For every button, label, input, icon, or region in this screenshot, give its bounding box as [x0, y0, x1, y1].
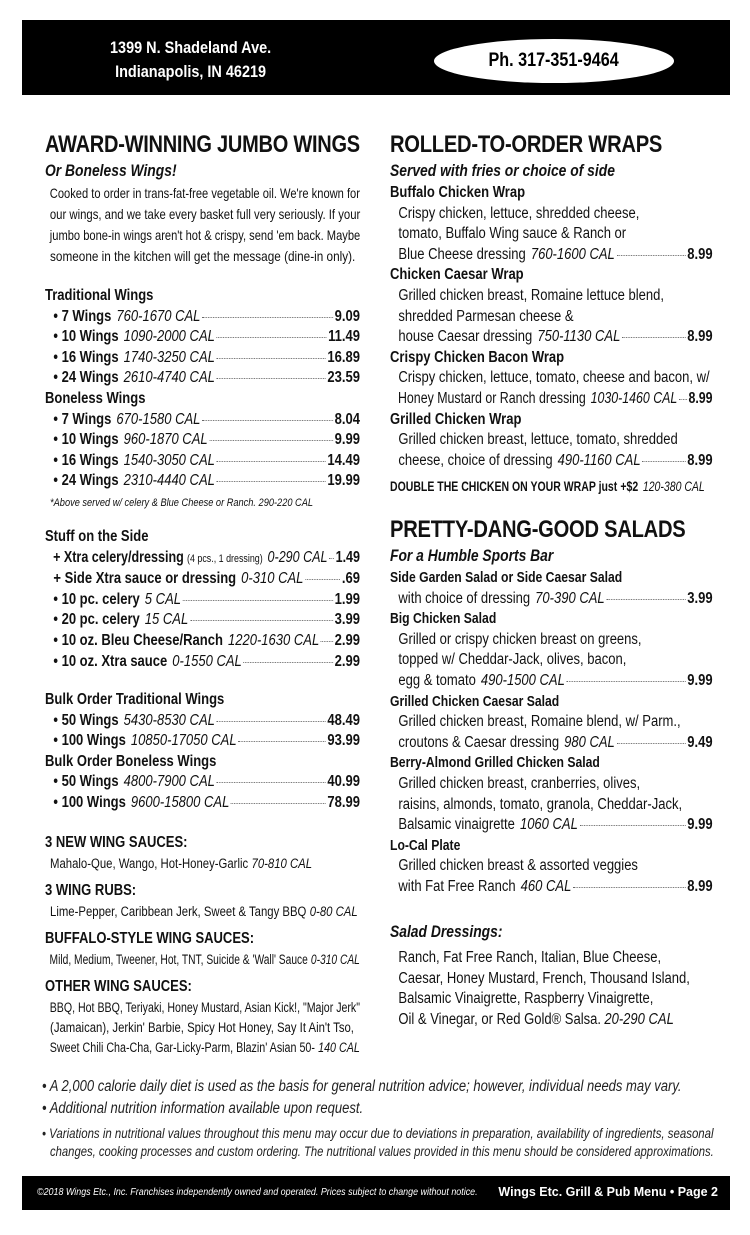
- item-calories: 5430-8530 CAL: [123, 711, 215, 729]
- dressing-text: Balsamic Vinaigrette, Raspberry Vinaigrette,: [398, 990, 654, 1008]
- item-price-row[interactable]: [390, 671, 713, 692]
- item-price: 1.99: [334, 590, 360, 608]
- item-price-row[interactable]: [390, 877, 713, 898]
- item-name: • 10 oz. Xtra sauce: [53, 652, 168, 670]
- item-description: cheese, choice of dressing: [398, 451, 553, 469]
- sauce-line: Mild, Medium, Tweener, Hot, TNT, Suicide & 'Wall' Sauce: [49, 952, 308, 967]
- item-name: Chicken Caesar Wrap: [390, 266, 524, 284]
- item-price: 9.99: [334, 431, 360, 449]
- dot-leader: [217, 481, 326, 482]
- item-note: (4 pcs., 1 dressing): [187, 552, 263, 565]
- item-name: Crispy Chicken Bacon Wrap: [390, 348, 565, 366]
- dot-leader: [217, 358, 326, 359]
- dot-leader: [622, 337, 686, 338]
- item-calories: 760-1670 CAL: [116, 307, 201, 325]
- item-name: • 24 Wings: [53, 369, 119, 387]
- menu-item[interactable]: [45, 348, 360, 369]
- address-line1: 1399 N. Shadeland Ave.: [110, 38, 272, 57]
- sauces-section: [45, 832, 360, 1058]
- dot-leader: [209, 440, 333, 441]
- menu-item[interactable]: [45, 731, 360, 752]
- dressing-text: Oil & Vinegar, or Red Gold® Salsa.: [398, 1010, 601, 1028]
- item-description: egg & tomato: [398, 671, 476, 689]
- item-calories: 1740-3250 CAL: [123, 348, 215, 366]
- menu-item[interactable]: [45, 711, 360, 732]
- dressings-title: Salad Dressings:: [390, 923, 503, 941]
- item-name: + Xtra celery/dressing: [53, 548, 184, 566]
- dot-leader: [606, 599, 685, 600]
- wings-section: [45, 131, 360, 511]
- sauce-calories: 70-810 CAL: [251, 856, 313, 871]
- group-title: Bulk Order Traditional Wings: [45, 691, 225, 708]
- item-price-row[interactable]: [390, 733, 713, 754]
- item-name: Side Garden Salad or Side Caesar Salad: [390, 570, 623, 586]
- double-chicken-calories: 120-380 CAL: [642, 479, 705, 495]
- item-name: Grilled Chicken Wrap: [390, 410, 522, 428]
- item-calories: 1060 CAL: [519, 816, 578, 834]
- item-name: • 50 Wings: [53, 711, 119, 729]
- item-name: Big Chicken Salad: [390, 611, 497, 628]
- item-price: 19.99: [327, 472, 360, 490]
- description-line: jumbo bone-in wings aren't hot & crispy, send 'em back. Maybe: [49, 227, 361, 243]
- item-price: 8.99: [687, 877, 713, 895]
- description-line: Cooked to order in trans-fat-free vegetable oil. We're known for: [49, 185, 360, 201]
- item-name: Lo-Cal Plate: [390, 837, 461, 854]
- item-description: Crispy chicken, lettuce, shredded cheese,: [398, 204, 640, 222]
- item-description: Honey Mustard or Ranch dressing: [397, 389, 586, 407]
- item-calories: 490-1500 CAL: [480, 671, 565, 689]
- sauce-line: Sweet Chili Cha-Cha, Gar-Licky-Parm, Blazin' Asian 50-: [49, 1040, 315, 1055]
- dot-leader: [616, 743, 685, 744]
- dot-leader: [183, 600, 333, 601]
- dot-leader: [321, 641, 333, 642]
- item-calories: 15 CAL: [144, 611, 189, 629]
- dot-leader: [202, 420, 333, 421]
- item-description: Grilled chicken breast & assorted veggies: [398, 857, 638, 875]
- item-calories: 760-1600 CAL: [530, 245, 615, 263]
- sauce-title: OTHER WING SAUCES:: [45, 978, 192, 995]
- section-title: PRETTY-DANG-GOOD SALADS: [390, 516, 686, 543]
- salads-section: [390, 516, 713, 898]
- item-price: 3.99: [334, 611, 360, 629]
- menu-item[interactable]: [45, 327, 360, 348]
- item-price-row[interactable]: [390, 245, 713, 266]
- item-description: with choice of dressing: [398, 589, 531, 607]
- sauce-line: BBQ, Hot BBQ, Teriyaki, Honey Mustard, Asian Kick!, "Major Jerk": [49, 1000, 360, 1015]
- item-price: 2.99: [334, 631, 360, 649]
- dot-leader: [642, 461, 685, 462]
- group-title: Stuff on the Side: [45, 528, 149, 545]
- item-calories: 490-1160 CAL: [557, 451, 641, 469]
- sauce-calories: 0-310 CAL: [310, 952, 360, 967]
- item-calories: 0-290 CAL: [267, 548, 328, 566]
- sauce-calories: 140 CAL: [318, 1040, 360, 1055]
- dot-leader: [217, 721, 326, 722]
- item-price: 48.49: [327, 711, 360, 729]
- item-calories: 10850-17050 CAL: [130, 732, 237, 750]
- sauce-line-wrap: [45, 854, 360, 874]
- item-description: Balsamic vinaigrette: [398, 816, 515, 834]
- item-description: raisins, almonds, tomato, granola, Cheddar-Jack,: [398, 795, 683, 813]
- sauce-line: Mahalo-Que, Wango, Hot-Honey-Garlic: [50, 856, 249, 871]
- item-calories: 960-1870 CAL: [123, 431, 208, 449]
- menu-item[interactable]: [45, 793, 360, 814]
- item-calories: 460 CAL: [520, 877, 572, 895]
- sauce-line: (Jamaican), Jerkin' Barbie, Spicy Hot Honey, Say It Ain't Tso,: [50, 1020, 354, 1035]
- item-calories: 2610-4740 CAL: [123, 369, 215, 387]
- item-name: • 24 Wings: [53, 472, 119, 490]
- dot-leader: [329, 558, 334, 559]
- item-price: 9.99: [687, 671, 713, 689]
- dot-leader: [679, 399, 687, 400]
- item-calories: 670-1580 CAL: [116, 410, 201, 428]
- item-calories: 1540-3050 CAL: [123, 451, 215, 469]
- item-name: • 10 oz. Bleu Cheese/Ranch: [53, 631, 223, 649]
- item-price: 11.49: [328, 328, 360, 346]
- bulk-section: [45, 690, 360, 814]
- item-calories: 1030-1460 CAL: [590, 389, 678, 407]
- dressing-text: Caesar, Honey Mustard, French, Thousand Island,: [398, 969, 690, 987]
- item-name: + Side Xtra sauce or dressing: [53, 570, 237, 588]
- dot-leader: [305, 579, 340, 580]
- item-calories: 0-1550 CAL: [172, 652, 242, 670]
- item-price: 2.99: [334, 652, 360, 670]
- right-column: [390, 0, 713, 1070]
- double-chicken-offer[interactable]: [390, 477, 713, 498]
- item-name: • 10 pc. celery: [53, 590, 140, 608]
- menu-item[interactable]: [45, 772, 360, 793]
- dressing-line: [390, 969, 713, 990]
- item-name: • 100 Wings: [53, 732, 126, 750]
- item-calories: 70-390 CAL: [535, 589, 605, 607]
- item-price-row[interactable]: [390, 389, 713, 410]
- phone-number[interactable]: Ph. 317-351-9464: [488, 50, 620, 71]
- item-description: Grilled chicken breast, cranberries, olives,: [398, 774, 641, 792]
- item-price: 16.89: [327, 348, 360, 366]
- item-calories: 5 CAL: [144, 590, 182, 608]
- item-calories: 1220-1630 CAL: [227, 631, 320, 649]
- item-description: croutons & Caesar dressing: [398, 733, 560, 751]
- sauce-title: 3 WING RUBS:: [45, 882, 137, 899]
- note-1: • A 2,000 calorie daily diet is used as the basis for general nutrition advice; however, individual needs may vary.: [42, 1078, 682, 1095]
- menu-item[interactable]: [45, 307, 360, 328]
- note-3-cont: changes, cooking processes and custom ordering. The nutritional values provided in this menu should be considered approximations.: [50, 1143, 714, 1159]
- wraps-section: [390, 131, 713, 498]
- item-name: • 16 Wings: [53, 451, 119, 469]
- item-calories: 980 CAL: [564, 733, 615, 751]
- item-name: • 20 pc. celery: [53, 611, 140, 629]
- item-description: Blue Cheese dressing: [398, 245, 526, 263]
- dressings-section: [390, 920, 713, 1030]
- double-chicken-price: +$2: [620, 479, 639, 495]
- dot-leader: [616, 255, 685, 256]
- dot-leader: [217, 337, 327, 338]
- group-title: Boneless Wings: [45, 389, 146, 407]
- dot-leader: [217, 782, 326, 783]
- menu-item[interactable]: [45, 368, 360, 389]
- sauce-title: 3 NEW WING SAUCES:: [45, 834, 188, 851]
- double-chicken-text: DOUBLE THE CHICKEN ON YOUR WRAP just: [390, 479, 618, 495]
- description-line: someone in the kitchen will get the message (dine-in only).: [50, 248, 356, 264]
- served-with-note: *Above served w/ celery & Blue Cheese or Ranch. 290-220 CAL: [50, 496, 314, 509]
- section-subtitle: Or Boneless Wings!: [45, 162, 177, 180]
- item-description: Grilled chicken breast, Romaine blend, w/ Parm.,: [398, 713, 681, 731]
- dressing-line: [390, 948, 713, 969]
- nutrition-notes: [42, 1076, 714, 1160]
- item-price: 93.99: [327, 732, 360, 750]
- item-price: 1.49: [335, 548, 361, 566]
- footer-bar: [22, 1176, 730, 1210]
- item-price-row[interactable]: [390, 451, 713, 472]
- item-calories: 1090-2000 CAL: [123, 328, 215, 346]
- item-price: 9.09: [334, 307, 360, 325]
- dot-leader: [580, 825, 686, 826]
- item-price: 14.49: [327, 451, 360, 469]
- dot-leader: [238, 741, 325, 742]
- dot-leader: [190, 620, 333, 621]
- item-calories: 750-1130 CAL: [537, 328, 621, 346]
- item-description: shredded Parmesan cheese &: [398, 307, 574, 325]
- group-title: Traditional Wings: [45, 287, 154, 304]
- item-price: 3.99: [687, 589, 713, 607]
- menu-item[interactable]: [45, 610, 360, 631]
- item-name: Buffalo Chicken Wrap: [390, 184, 526, 201]
- item-price: 8.99: [687, 328, 713, 346]
- address-line2: Indianapolis, IN 46219: [115, 62, 267, 81]
- item-calories: 4800-7900 CAL: [123, 773, 215, 791]
- item-name: Berry-Almond Grilled Chicken Salad: [390, 755, 600, 772]
- sauce-line-wrap: [45, 1038, 360, 1058]
- item-price: 23.59: [327, 369, 360, 387]
- menu-item[interactable]: [45, 590, 360, 611]
- description-line: our wings, and we take every basket full very seriously. If your: [49, 206, 361, 222]
- menu-item[interactable]: [45, 631, 360, 652]
- item-price: 9.49: [687, 733, 713, 751]
- sides-section: [45, 527, 360, 672]
- item-name: • 16 Wings: [53, 348, 119, 366]
- item-description: with Fat Free Ranch: [398, 877, 516, 895]
- group-title: Bulk Order Boneless Wings: [45, 752, 217, 770]
- sauce-calories: 0-80 CAL: [309, 904, 358, 919]
- section-subtitle: For a Humble Sports Bar: [390, 547, 554, 565]
- menu-item[interactable]: [45, 451, 360, 472]
- left-column: [45, 0, 360, 1070]
- dot-leader: [202, 317, 333, 318]
- menu-item[interactable]: [45, 410, 360, 431]
- dot-leader: [243, 662, 333, 663]
- item-description: Grilled chicken breast, Romaine lettuce blend,: [398, 286, 665, 304]
- item-calories: 0-310 CAL: [241, 570, 304, 588]
- dot-leader: [217, 461, 326, 462]
- item-description: Grilled chicken breast, lettuce, tomato, shredded: [398, 431, 678, 449]
- item-price: 8.99: [687, 451, 713, 469]
- menu-item[interactable]: [45, 430, 360, 451]
- menu-item[interactable]: [45, 652, 360, 673]
- dot-leader: [573, 887, 686, 888]
- dressing-calories: 20-290 CAL: [604, 1010, 674, 1028]
- note-2: • Additional nutrition information available upon request.: [42, 1100, 364, 1117]
- dressing-line: [390, 1010, 713, 1031]
- item-description: house Caesar dressing: [398, 328, 533, 346]
- menu-item[interactable]: [45, 548, 360, 570]
- sauce-line: Lime-Pepper, Caribbean Jerk, Sweet & Tangy BBQ: [50, 904, 307, 919]
- item-name: • 10 Wings: [53, 328, 119, 346]
- item-name: • 7 Wings: [53, 410, 112, 428]
- section-title: AWARD-WINNING JUMBO WINGS: [45, 131, 360, 158]
- item-description: topped w/ Cheddar-Jack, olives, bacon,: [398, 651, 627, 669]
- item-name: • 10 Wings: [53, 431, 119, 449]
- item-name: • 100 Wings: [53, 793, 126, 811]
- item-price: .69: [341, 570, 360, 588]
- item-price: 8.04: [334, 410, 360, 428]
- sauce-line-wrap: [45, 902, 360, 922]
- section-subtitle: Served with fries or choice of side: [390, 162, 615, 180]
- dot-leader: [217, 378, 326, 379]
- item-price: 78.99: [327, 793, 360, 811]
- item-price-row[interactable]: [390, 589, 713, 610]
- note-3: • Variations in nutritional values throughout this menu may occur due to deviations in preparation, availability of ingredients, seasonal: [42, 1125, 714, 1141]
- item-description: Grilled or crispy chicken breast on greens,: [398, 630, 642, 648]
- item-name: Grilled Chicken Caesar Salad: [390, 693, 560, 710]
- dressing-line: [390, 989, 713, 1010]
- item-price: 8.99: [688, 389, 713, 407]
- item-description: Crispy chicken, lettuce, tomato, cheese and bacon, w/: [398, 369, 710, 387]
- item-price-row[interactable]: [390, 815, 713, 836]
- dot-leader: [567, 681, 686, 682]
- page-label: Wings Etc. Grill & Pub Menu • Page 2: [498, 1185, 718, 1199]
- sauce-line-wrap: [45, 950, 360, 970]
- sauce-title: BUFFALO-STYLE WING SAUCES:: [45, 930, 255, 947]
- item-calories: 9600-15800 CAL: [130, 793, 230, 811]
- dressing-text: Ranch, Fat Free Ranch, Italian, Blue Cheese,: [398, 949, 662, 966]
- item-price: 40.99: [327, 773, 360, 791]
- menu-item[interactable]: [45, 569, 360, 590]
- section-title: ROLLED-TO-ORDER WRAPS: [390, 131, 663, 158]
- menu-item[interactable]: [45, 471, 360, 492]
- item-price: 9.99: [687, 816, 713, 834]
- item-calories: 2310-4440 CAL: [123, 472, 215, 490]
- copyright: ©2018 Wings Etc., Inc. Franchises independently owned and operated. Prices subject to change without notice.: [37, 1186, 478, 1198]
- item-price-row[interactable]: [390, 327, 713, 348]
- item-name: • 50 Wings: [53, 773, 119, 791]
- dot-leader: [231, 803, 326, 804]
- item-price: 8.99: [687, 245, 713, 263]
- item-description: tomato, Buffalo Wing sauce & Ranch or: [398, 225, 627, 243]
- item-name: • 7 Wings: [53, 307, 112, 325]
